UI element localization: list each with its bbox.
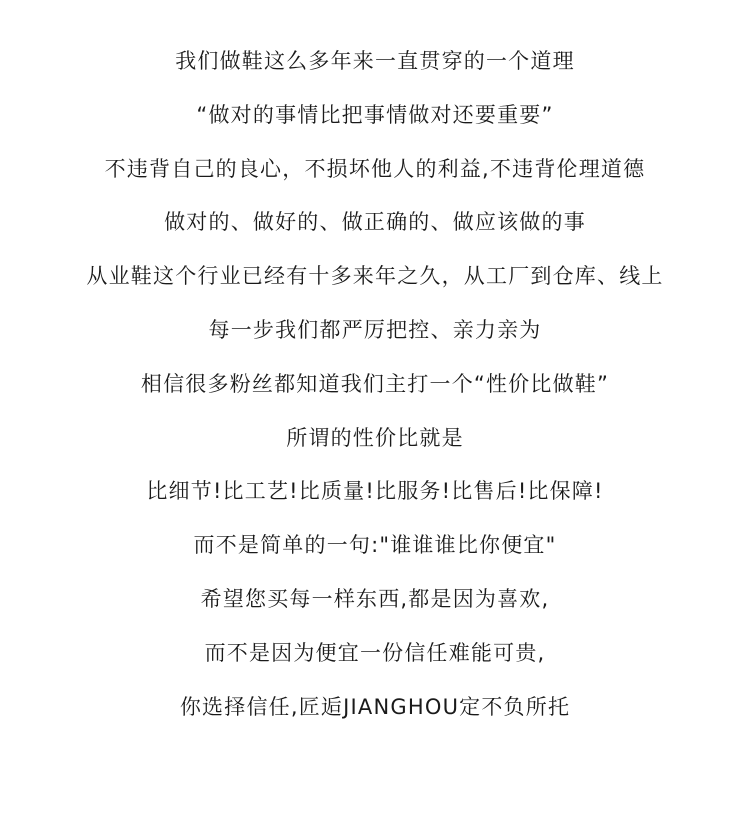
text-line: “做对的事情比把事情做对还要重要” bbox=[196, 102, 554, 127]
text-line: 比细节!比工艺!比质量!比服务!比售后!比保障! bbox=[146, 479, 604, 504]
text-line: 不违背自己的良心，不损坏他人的利益,不违背伦理道德 bbox=[104, 156, 646, 181]
text-line: 相信很多粉丝都知道我们主打一个“性价比做鞋” bbox=[140, 371, 610, 396]
text-line: 我们做鞋这么多年来一直贯穿的一个道理 bbox=[175, 49, 575, 73]
text-line: 从业鞋这个行业已经有十多来年之久，从工厂到仓库、线上 bbox=[86, 264, 664, 289]
text-line: 希望您买每一样东西,都是因为喜欢, bbox=[200, 586, 550, 611]
text-line: 而不是简单的一句:"谁谁谁比你便宜" bbox=[193, 533, 557, 558]
text-block bbox=[0, 40, 750, 739]
text-line: 你选择信任,匠逅JIANGHOU定不负所托 bbox=[179, 694, 571, 719]
text-line: 而不是因为便宜一份信任难能可贵, bbox=[204, 640, 546, 665]
text-line: 所谓的性价比就是 bbox=[286, 425, 464, 450]
text-line: 每一步我们都严厉把控、亲力亲为 bbox=[208, 317, 542, 342]
text-line: 做对的、做好的、做正确的、做应该做的事 bbox=[164, 210, 586, 235]
